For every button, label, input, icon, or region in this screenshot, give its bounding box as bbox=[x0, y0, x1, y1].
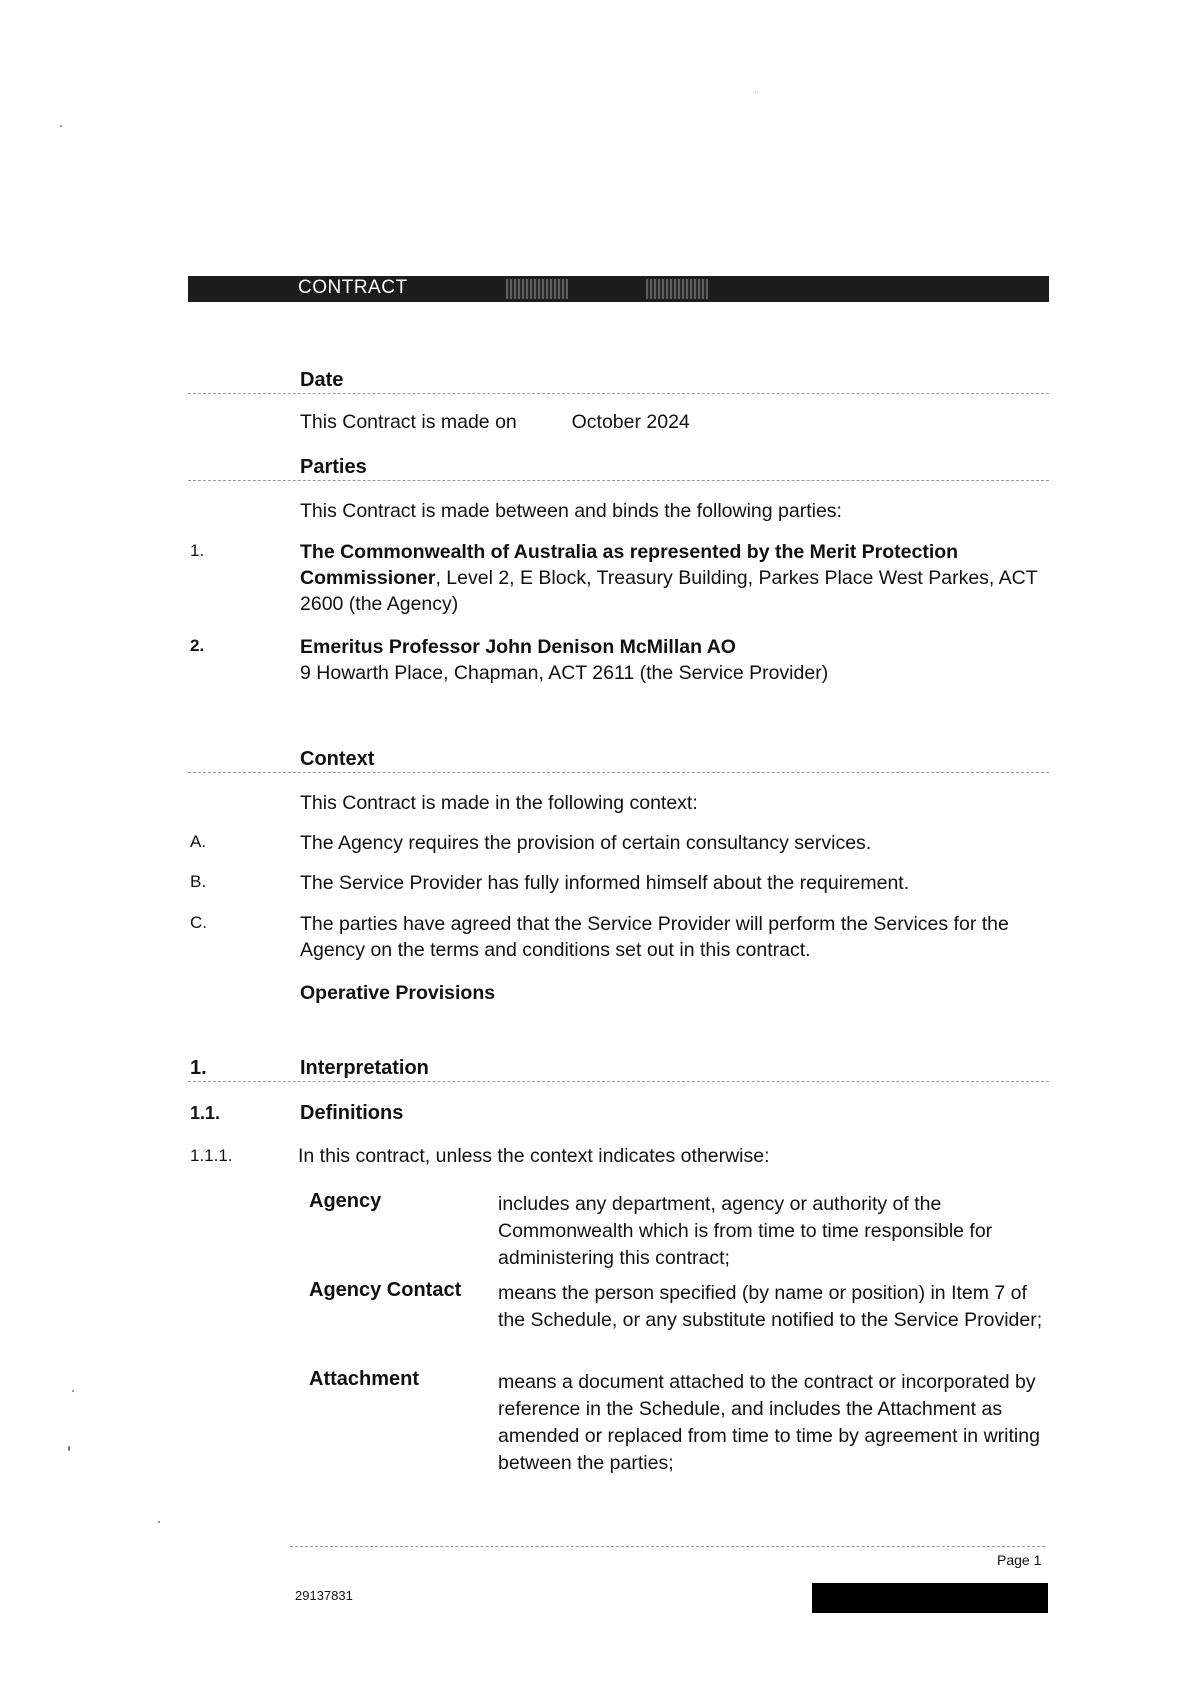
party-name: The Commonwealth of Australia as represented by the Merit Protection Commissioner bbox=[300, 541, 959, 589]
date-text-prefix: This Contract is made on bbox=[300, 411, 517, 433]
redaction-box bbox=[812, 1583, 1048, 1613]
party-2 bbox=[300, 634, 1040, 686]
contract-banner bbox=[188, 276, 1049, 302]
interpretation-number: 1. bbox=[190, 1057, 207, 1079]
context-heading: Context bbox=[300, 748, 375, 770]
section-divider bbox=[188, 772, 1049, 773]
scan-speck bbox=[755, 92, 756, 93]
redaction-mark bbox=[646, 279, 708, 299]
definitions-heading: Definitions bbox=[300, 1102, 404, 1124]
definition-meaning: means a document attached to the contract or incorporated by reference in the Schedule, and includes the Attachment as amended or replaced from time to time by agreement in writing between the parties; bbox=[498, 1371, 1040, 1474]
contract-date: October 2024 bbox=[571, 411, 690, 433]
party-1 bbox=[300, 539, 1040, 617]
clause-number: 1.1.1. bbox=[190, 1146, 233, 1165]
party-details: , Level 2, E Block, Treasury Building, Parkes Place West Parkes, ACT 2600 (the Agency) bbox=[300, 567, 1038, 615]
date-heading: Date bbox=[300, 369, 344, 391]
context-item: The Agency requires the provision of certain consultancy services. bbox=[300, 832, 872, 854]
definition-meaning: means the person specified (by name or position) in Item 7 of the Schedule, or any substitute notified to the Service Provider; bbox=[498, 1282, 1043, 1331]
context-intro: This Contract is made in the following context: bbox=[300, 792, 698, 814]
scan-speck bbox=[72, 1390, 74, 1392]
definition-term: Agency bbox=[309, 1190, 382, 1212]
page-number: Page 1 bbox=[997, 1552, 1042, 1568]
document-id: 29137831 bbox=[295, 1588, 353, 1603]
definition-term: Attachment bbox=[309, 1368, 420, 1390]
section-divider bbox=[188, 1081, 1049, 1082]
context-item: The parties have agreed that the Service Provider will perform the Services for the Agency on the terms and conditions set out in this contract. bbox=[300, 913, 1009, 961]
party-details: 9 Howarth Place, Chapman, ACT 2611 (the Service Provider) bbox=[300, 662, 829, 684]
party-number: 1. bbox=[190, 541, 205, 560]
interpretation-heading: Interpretation bbox=[300, 1057, 429, 1079]
context-item: The Service Provider has fully informed himself about the requirement. bbox=[300, 872, 910, 894]
definition-meaning: includes any department, agency or authority of the Commonwealth which is from time to time responsible for administering this contract; bbox=[498, 1193, 993, 1269]
parties-intro: This Contract is made between and binds the following parties: bbox=[300, 500, 842, 522]
section-divider bbox=[188, 393, 1049, 394]
context-label: C. bbox=[190, 913, 207, 932]
footer-divider bbox=[290, 1546, 1045, 1547]
banner-title: CONTRACT bbox=[298, 277, 408, 298]
context-label: B. bbox=[190, 872, 207, 891]
scan-speck bbox=[158, 1521, 160, 1523]
scan-speck bbox=[60, 125, 62, 127]
clause-text: In this contract, unless the context indicates otherwise: bbox=[298, 1145, 770, 1167]
context-label: A. bbox=[190, 832, 207, 851]
definitions-number: 1.1. bbox=[190, 1103, 221, 1123]
scan-speck bbox=[68, 1446, 70, 1451]
parties-heading: Parties bbox=[300, 456, 367, 478]
section-divider bbox=[188, 480, 1049, 481]
redaction-mark bbox=[506, 279, 568, 299]
party-number: 2. bbox=[190, 636, 205, 655]
date-text bbox=[300, 409, 690, 435]
operative-provisions-heading: Operative Provisions bbox=[300, 982, 496, 1004]
definition-term: Agency Contact bbox=[309, 1279, 462, 1301]
party-name: Emeritus Professor John Denison McMillan AO bbox=[300, 636, 736, 658]
